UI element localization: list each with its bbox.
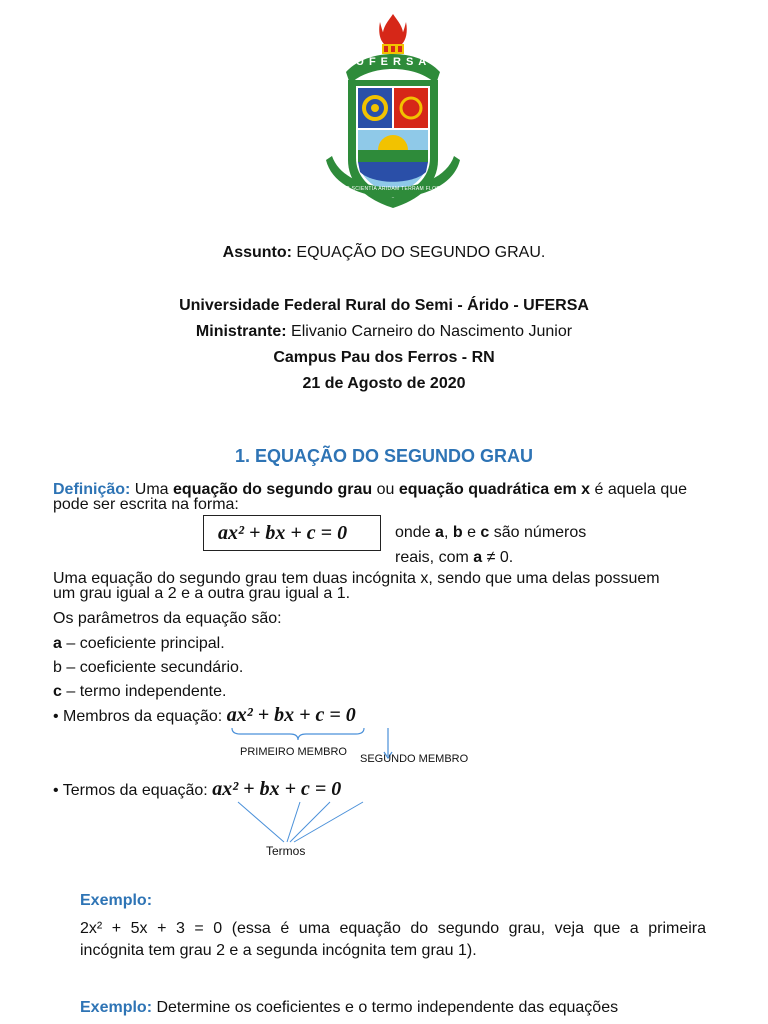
- example1-label: Exemplo:: [80, 892, 153, 909]
- param-c: [53, 683, 226, 701]
- param-b: [53, 659, 243, 677]
- example1-line2: incógnita tem grau 2 e a segunda incógnita tem grau 1).: [80, 942, 477, 959]
- note-text: são números: [489, 524, 587, 541]
- example2-text: Determine os coeficientes e o termo independente das equações: [152, 999, 619, 1016]
- note-a: a: [473, 549, 483, 566]
- example1-line1: 2x² + 5x + 3 = 0 (essa é uma equação do segundo grau, veja que a primeira: [80, 920, 706, 937]
- ufersa-logo: [318, 10, 468, 225]
- ministrante-label: Ministrante:: [195, 323, 287, 340]
- segundo-membro-label: SEGUNDO MEMBRO: [360, 753, 469, 765]
- section-title: 1. EQUAÇÃO DO SEGUNDO GRAU: [234, 446, 534, 466]
- definition-line2: pode ser escrita na forma:: [53, 496, 239, 513]
- param-text: – coeficiente principal.: [61, 635, 225, 652]
- definition-text: ou: [372, 481, 399, 498]
- params-intro: Os parâmetros da equação são:: [53, 610, 282, 627]
- definition-term1: equação do segundo grau: [173, 481, 373, 498]
- formula-note-line1: [395, 524, 586, 542]
- membros-label: • Membros da equação:: [53, 708, 227, 725]
- example2-label: Exemplo:: [80, 999, 153, 1016]
- ministrante-value: Elivanio Carneiro do Nascimento Junior: [286, 323, 573, 340]
- definition-label: Definição:: [53, 481, 131, 498]
- logo-top-text: UFERSA: [356, 56, 432, 68]
- ufersa-crest-icon: [318, 10, 468, 225]
- note-text: reais, com: [395, 549, 474, 566]
- note-text: ≠ 0.: [482, 549, 514, 566]
- formula-note-line2: [395, 549, 513, 567]
- param-a: [53, 635, 225, 653]
- note-c: c: [480, 524, 490, 541]
- membros-line: [53, 704, 356, 727]
- param-key: a: [53, 635, 62, 652]
- paragraph-line2: um grau igual a 2 e a outra grau igual a 1.: [53, 585, 351, 602]
- param-key: c: [53, 683, 62, 700]
- general-formula: ax² + bx + c = 0: [218, 522, 348, 544]
- note-a: a: [435, 524, 444, 541]
- logo-motto: PER SCIENTIA ARIDAM TERRAM FLORET: [338, 186, 448, 192]
- campus-name: Campus Pau dos Ferros - RN: [273, 349, 495, 366]
- assunto-value: EQUAÇÃO DO SEGUNDO GRAU.: [291, 244, 546, 261]
- date: 21 de Agosto de 2020: [302, 375, 466, 392]
- param-key: b: [53, 659, 62, 676]
- termos-formula: ax² + bx + c = 0: [212, 778, 342, 800]
- termos-line: [53, 778, 341, 801]
- definition-text: Uma: [130, 481, 174, 498]
- definition-term2: equação quadrática em x: [398, 481, 591, 498]
- assunto-label: Assunto:: [222, 244, 292, 261]
- param-text: – termo independente.: [61, 683, 227, 700]
- note-b: b: [452, 524, 463, 541]
- example2-line: [80, 999, 618, 1017]
- termos-label: • Termos da equação:: [53, 782, 213, 799]
- paragraph-line1: Uma equação do segundo grau tem duas incógnita x, sendo que uma delas possuem: [53, 570, 660, 587]
- note-text: onde: [395, 524, 436, 541]
- note-text: e: [462, 524, 481, 541]
- assunto-line: [0, 244, 768, 262]
- note-text: ,: [443, 524, 453, 541]
- termos-arrows: [230, 800, 380, 850]
- membros-formula: ax² + bx + c = 0: [226, 704, 356, 726]
- termos-caption: Termos: [266, 844, 306, 858]
- definition-text: é aquela que: [590, 481, 688, 498]
- university-name: Universidade Federal Rural do Semi - Árido - UFERSA: [179, 297, 589, 314]
- ministrante-line: [0, 323, 768, 341]
- param-text: – coeficiente secundário.: [61, 659, 244, 676]
- primeiro-membro-label: PRIMEIRO MEMBRO: [240, 746, 347, 758]
- formula-box: [203, 515, 381, 551]
